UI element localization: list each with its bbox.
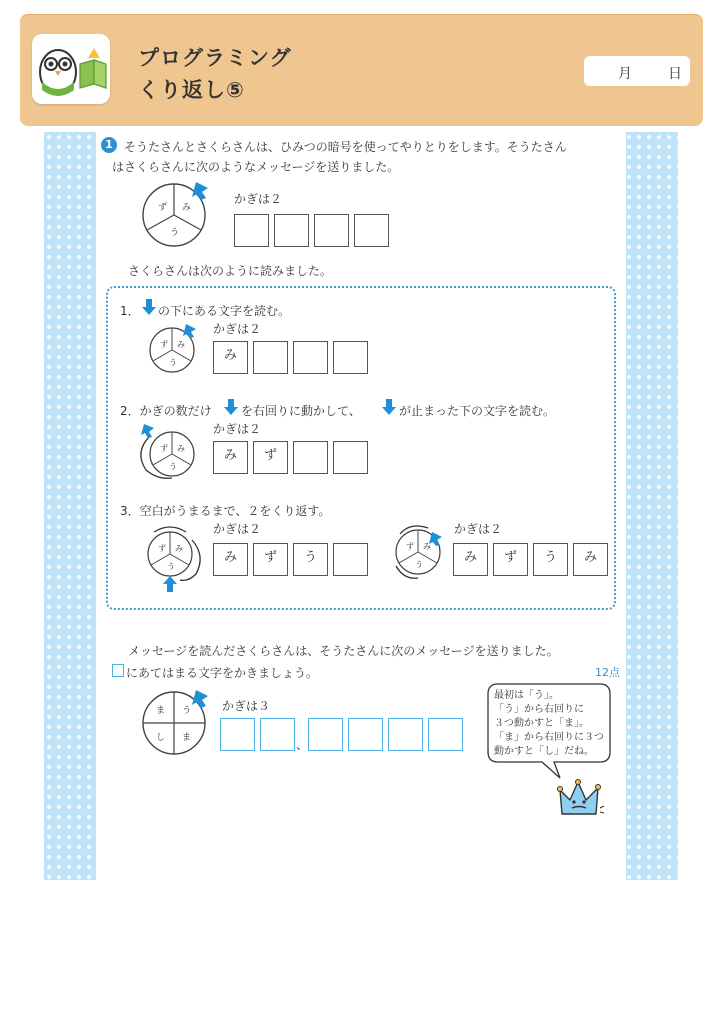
step2-key: かぎは２ [213,422,262,436]
wheel-char: ま [156,706,166,716]
separator-comma: 、 [296,738,309,752]
hint-line: 動かすと「し」だね。 [494,746,594,757]
crown-mascot-icon [556,778,606,820]
date-field[interactable] [584,56,690,86]
answer-box [354,214,389,247]
owl-icon [32,34,110,104]
cipher-wheel-step3a [140,522,210,594]
step3-key-b: かぎは２ [454,522,503,536]
title-line-2: くり返し⑤ [138,78,245,102]
hint-line: 最初は「う」。 [494,690,559,701]
wheel-char: う [167,562,175,571]
step1-key: かぎは２ [213,322,262,336]
wheel-char: ず [406,542,414,551]
wheel-char: う [169,462,177,471]
wheel-char: う [170,228,180,238]
rotation-arc [154,527,186,532]
cipher-wheel-step2 [132,422,202,482]
wheel-char: ま [182,733,192,743]
answer-box: う [293,543,328,576]
wheel-char: み [175,544,183,553]
wheel-char: み [423,542,431,551]
step3-text: 3．空白がうまるまで、２をくり返す。 [120,504,331,518]
answer-box [314,214,349,247]
answer-input-box[interactable] [220,718,255,751]
answer-box [333,441,368,474]
answer-box [293,341,328,374]
wheel-char: し [156,733,166,743]
step1-text: の下にある文字を読む。 [158,304,291,318]
answer-box [253,341,288,374]
problem-number-badge: 1 [101,137,117,153]
answer-input-box[interactable] [308,718,343,751]
answer-box: み [213,341,248,374]
cipher-wheel-main [138,178,214,250]
hint-text [494,689,604,759]
key-label: かぎは２ [234,192,283,206]
arrow-marker-icon [141,424,154,438]
wheel-char: ず [160,444,168,453]
wheel-char: う [182,706,192,716]
hint-line: 「ま」から右回りに３つ [494,732,604,743]
answer-box: み [453,543,488,576]
wheel-char: ず [158,203,168,213]
answer-input-box[interactable] [388,718,423,751]
wheel-char: う [169,358,177,367]
day-label: 日 [668,66,682,82]
answer-box: う [533,543,568,576]
answer-input-box[interactable] [348,718,383,751]
step3-key-a: かぎは２ [213,522,262,536]
answer-box [293,441,328,474]
step2-suffix: が止まった下の文字を読む。 [399,404,556,418]
intro-line-1: そうたさんとさくらさんは、ひみつの暗号を使ってやりとりをします。そうたさん [124,140,567,154]
answer-box: み [213,441,248,474]
hint-line: 「う」から右回りに [494,704,584,715]
question-key: かぎは３ [222,699,271,713]
answer-box: み [573,543,608,576]
up-arrow-icon [163,576,177,592]
hint-line: ３つ動かすと「ま」。 [494,718,589,729]
answer-box [333,341,368,374]
answer-input-box[interactable] [428,718,463,751]
down-arrow-icon [382,399,396,415]
cipher-wheel-question [138,686,214,758]
wheel-char: ず [158,544,166,553]
cipher-wheel-step3b [388,520,452,584]
answer-box: ず [253,543,288,576]
month-label: 月 [618,66,632,82]
read-intro: さくらさんは次のように読みました。 [128,264,333,278]
wheel-char: み [177,340,185,349]
down-arrow-icon [224,399,238,415]
wheel-char: ず [160,340,168,349]
wheel-char: み [182,203,192,213]
answer-box: ず [253,441,288,474]
step2-middle: を右回りに動かして、 [241,404,361,418]
title-line-1: プログラミング [138,46,292,70]
intro-line-2: はさくらさんに次のようなメッセージを送りました。 [112,160,400,174]
owl-book-logo [32,34,110,104]
answer-box: み [213,543,248,576]
answer-box [274,214,309,247]
wheel-char: う [415,560,423,569]
cipher-wheel-step1 [146,322,202,378]
blank-box-icon [112,664,124,677]
answer-box: ず [493,543,528,576]
question-line-2: にあてはまる文字をかきましょう。 [126,666,319,680]
worksheet-header [20,14,703,126]
answer-input-box[interactable] [260,718,295,751]
question-line-1: メッセージを読んださくらさんは、そうたさんに次のメッセージを送りました。 [128,644,559,658]
step2-prefix: 2．かぎの数だけ [120,404,212,418]
points-label: 12点 [595,666,620,679]
wheel-char: み [177,444,185,453]
step1-number: 1． [120,304,140,318]
answer-box [234,214,269,247]
answer-box [333,543,368,576]
down-arrow-icon [142,299,156,315]
